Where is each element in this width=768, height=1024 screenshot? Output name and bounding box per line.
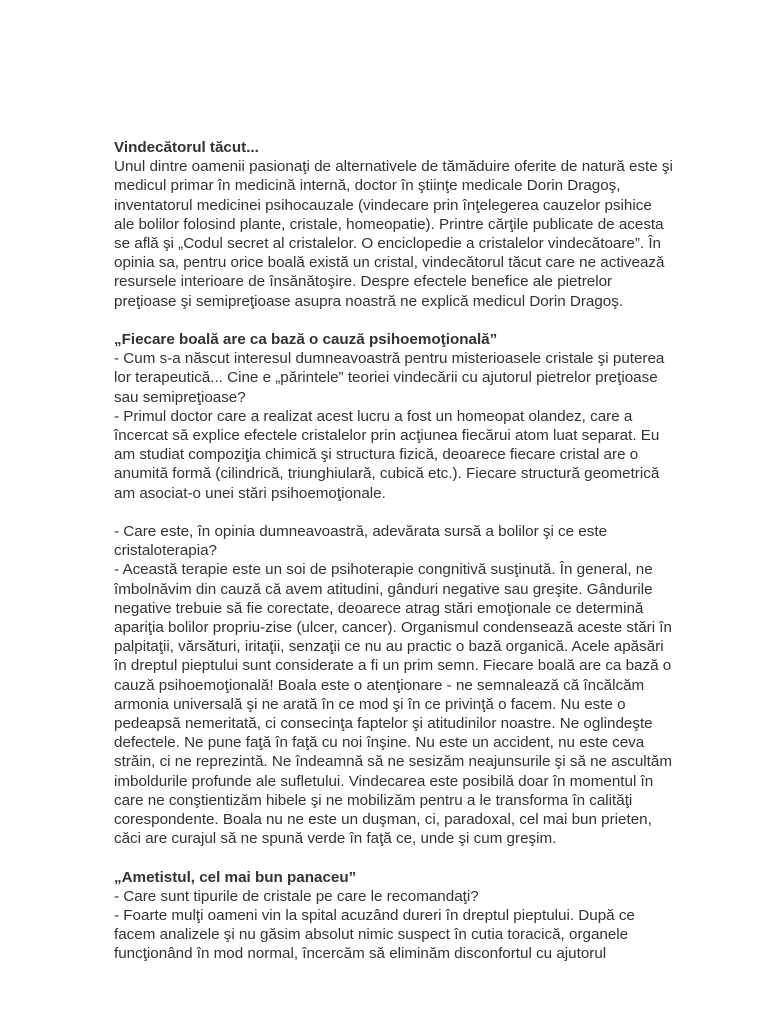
document-page [114, 138, 674, 964]
intro-paragraph: Unul dintre oamenii pasionaţi de alternativele de tămăduire oferite de natură este şi medicul primar în medicină internă, doctor în ştiinţe medicale Dorin Dragoş, inventatorul medicinei psihocauzale (vindecare prin înţelegerea cauzelor psihice ale bolilor folosind plante, cristale, homeopatie). Printre cărţile publicate de acesta se află şi „Codul secret al cristalelor. O enciclopedie a cristalelor vindecătoare”. În opinia sa, pentru orice boală există un cristal, vindecătorul tăcut care ne activează resursele interioare de însănătoşire. Despre efectele benefice ale pietrelor preţioase şi semipreţioase asupra noastră ne explică medicul Dorin Dragoş. [114, 158, 673, 310]
paragraph-gap [114, 848, 674, 867]
interview-question: - Cum s-a născut interesul dumneavoastră pentru misterioasele cristale şi puterea lor terapeutică... Cine e „părintele” teoriei vindecării cu ajutorul pietrelor preţioase sau semipreţioase? [114, 350, 665, 406]
interview-question: - Care sunt tipurile de cristale pe care le recomandaţi? [114, 887, 479, 905]
article-title: Vindecătorul tăcut... [114, 139, 259, 156]
section-heading: „Ametistul, cel mai bun panaceu” [114, 868, 357, 886]
interview-answer: - Foarte mulţi oameni vin la spital acuzând dureri în dreptul pieptului. După ce facem analizele şi nu găsim absolut nimic suspect în cutia toracică, organele funcţionând în mod normal, încercăm să eliminăm disconfortul cu ajutorul [114, 907, 635, 963]
paragraph-gap [114, 503, 674, 522]
paragraph-gap [114, 311, 674, 330]
interview-question: - Care este, în opinia dumneavoastră, adevărata sursă a bolilor şi ce este cristaloterapia? [114, 523, 608, 560]
interview-answer: - Această terapie este un soi de psihoterapie congnitivă susţinută. În general, ne îmbolnăvim din cauză că avem atitudini, gânduri negative sau greşite. Gândurile negative trebuie să fie corectate, deoarece atrag stări emoţionale ce determină apariţia bolilor propriu-zise (ulcer, cancer). Organismul condensează aceste stări în palpitaţii, vărsături, iritaţii, senzaţii ce nu au practic o bază organică. Acele apăsări în dreptul pieptului sunt considerate a fi un prim semn. Fiecare boală are ca bază o cauză psihoemoţională! Boala este o atenţionare - ne semnalează că încălcăm armonia universală şi ne arată în ce mod şi în ce privinţă o facem. Nu este o pedeapsă nemeritată, ci consecinţa faptelor şi atitudinilor noastre. Ne oglindeşte defectele. Ne pune faţă în faţă cu noi înşine. Nu este un accident, nu este ceva străin, ci ne reprezintă. Ne îndeamnă să ne sesizăm neajunsurile şi să ne ascultăm imboldurile profunde ale sufletului. Vindecarea este posibilă doar în momentul în care ne conştientizăm hibele şi ne mobilizăm pentru a le transforma în calităţi corespondente. Boala nu ne este un duşman, ci, paradoxal, cel mai bun prieten, căci are curajul să ne spună verde în faţă ce, unde şi cum greşim. [114, 561, 672, 848]
interview-answer: - Primul doctor care a realizat acest lucru a fost un homeopat olandez, care a încercat să explice efectele cristalelor prin acţiunea fiecărui atom luat separat. Eu am studiat compoziţia chimică şi structura fizică, deoarece fiecare cristal are o anumită formă (cilindrică, triunghiulară, cubică etc.). Fiecare structură geometrică am asociat-o unei stări psihoemoţionale. [114, 407, 660, 502]
section-heading: „Fiecare boală are ca bază o cauză psihoemoţională” [114, 331, 498, 349]
